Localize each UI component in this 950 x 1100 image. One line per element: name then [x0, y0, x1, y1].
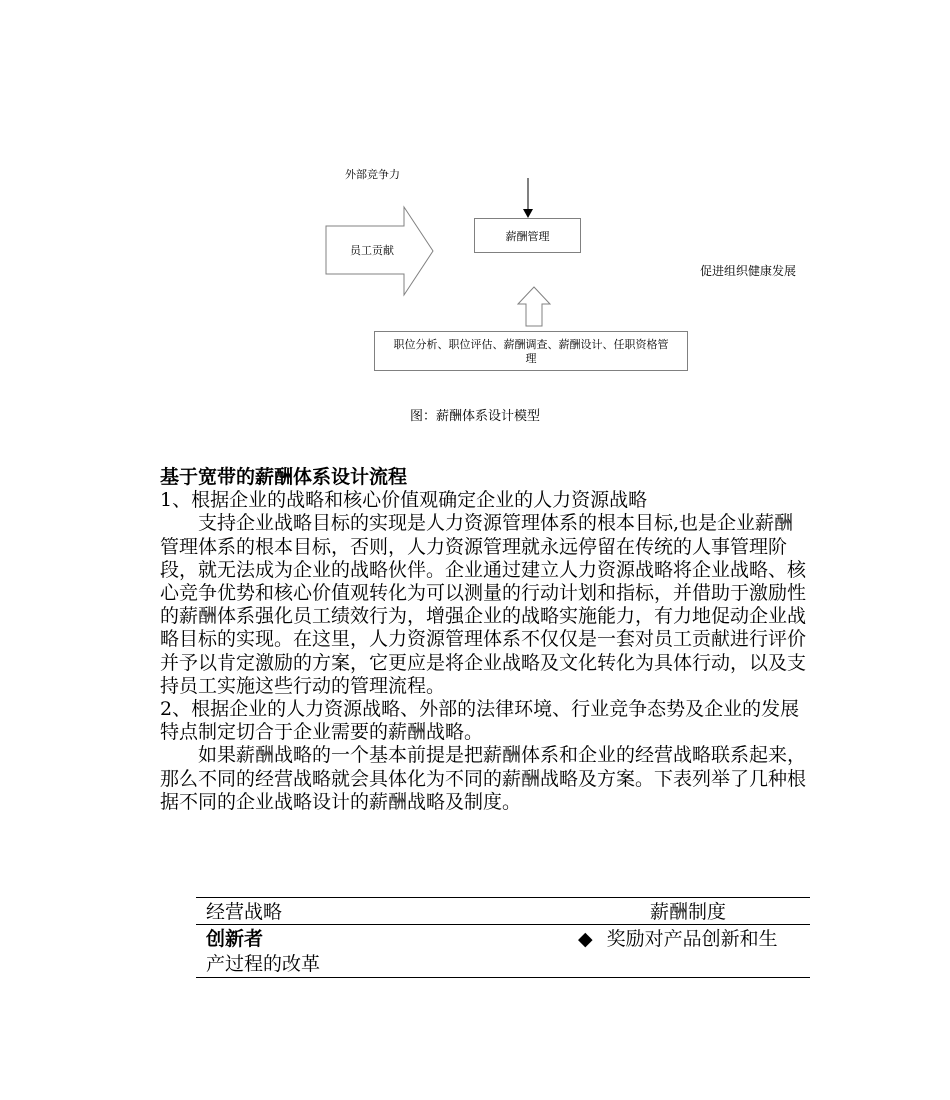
- external-competition-label: 外部竞争力: [345, 168, 400, 181]
- promote-health-label: 促进组织健康发展: [700, 264, 797, 278]
- section-heading: 基于宽带的薪酬体系设计流程: [160, 466, 408, 488]
- strategy-table: [196, 897, 810, 978]
- row-policy-continuation: 产过程的改革: [206, 953, 321, 975]
- methods-box: [374, 331, 688, 371]
- row-strategy-innovator: 创新者: [206, 928, 264, 950]
- list-item-1: 1、根据企业的战略和核心价值观确定企业的人力资源战略: [160, 489, 648, 512]
- employee-contribution-label: 员工贡献: [350, 244, 394, 257]
- paragraph-1: 支持企业战略目标的实现是人力资源管理体系的根本目标,也是企业薪酬管理体系的根本目标，否则，人力资源管理就永远停留在传统的人事管理阶段，就无法成为企业的战略伙伴。企业通过建立人力资源战略将企业战略、核心竞争优势和核心价值观转化为可以测量的行动计划和指标，并借助于激励性的薪酬体系强化员工绩效行为，增强企业的战略实施能力，有力地促动企业战略目标的实现。在这里，人力资源管理体系不仅仅是一套对员工贡献进行评价并予以肯定激励的方案，它更应是将企业战略及文化转化为具体行动，以及支持员工实施这些行动的管理流程。: [160, 512, 807, 697]
- diamond-bullet-icon: ◆: [578, 928, 593, 950]
- methods-line-2: 理: [525, 352, 537, 365]
- table-header: [196, 898, 810, 925]
- up-block-arrow: [518, 287, 550, 326]
- paragraph-2: 如果薪酬战略的一个基本前提是把薪酬体系和企业的经营战略联系起来，那么不同的经营战略就会具体化为不同的薪酬战略及方案。下表列举了几种根据不同的企业战略设计的薪酬战略及制度。: [160, 744, 807, 813]
- header-compensation-system: 薪酬制度: [650, 901, 727, 923]
- figure-caption: 图：薪酬体系设计模型: [409, 409, 540, 424]
- row-policy-text: 奖励对产品创新和生: [606, 928, 778, 950]
- compensation-management-label: 薪酬管理: [505, 230, 550, 243]
- table-row: [196, 925, 810, 977]
- header-business-strategy: 经营战略: [206, 901, 283, 923]
- model-diagram: [0, 0, 950, 430]
- compensation-management-box: [474, 218, 581, 253]
- row-policy: [578, 927, 778, 951]
- down-arrow-head: [523, 209, 533, 218]
- list-item-2: 2、根据企业的人力资源战略、外部的法律环境、行业竞争态势及企业的发展特点制定切合于企业需要的薪酬战略。: [160, 698, 800, 744]
- methods-line-1: 职位分析、职位评估、薪酬调查、薪酬设计、任职资格管: [393, 338, 669, 351]
- document-body: [160, 466, 810, 814]
